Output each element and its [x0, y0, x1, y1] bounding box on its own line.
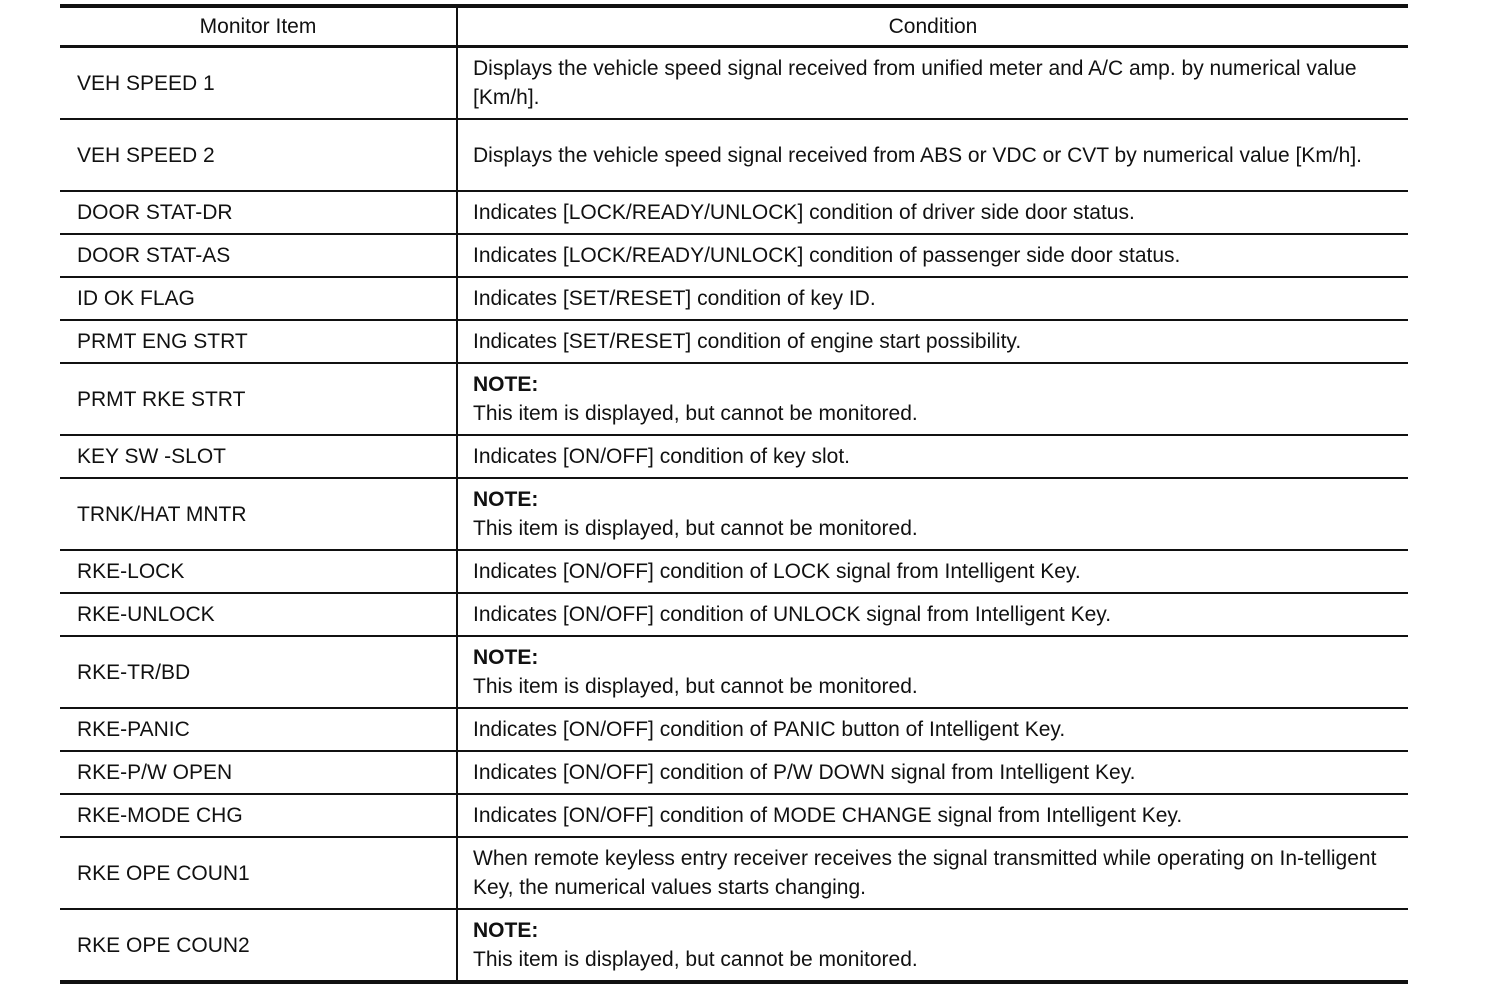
monitor-item-cell: PRMT ENG STRT — [60, 320, 457, 363]
condition-text: Indicates [ON/OFF] condition of key slot. — [473, 445, 850, 468]
monitor-item-cell: RKE-MODE CHG — [60, 794, 457, 837]
note-label: NOTE: — [473, 488, 539, 511]
condition-text: When remote keyless entry receiver receives the signal transmitted while operating on In-telligent Key, the numerical values starts changing. — [473, 847, 1377, 899]
table-row — [60, 794, 1408, 837]
note-label: NOTE: — [473, 373, 539, 396]
table-row — [60, 277, 1408, 320]
condition-text: Indicates [ON/OFF] condition of P/W DOWN signal from Intelligent Key. — [473, 761, 1136, 784]
condition-cell — [457, 708, 1408, 751]
table-body — [60, 47, 1408, 983]
condition-cell — [457, 909, 1408, 982]
monitor-item-cell: RKE OPE COUN2 — [60, 909, 457, 982]
note-label: NOTE: — [473, 919, 539, 942]
condition-cell — [457, 636, 1408, 708]
monitor-item-cell: VEH SPEED 2 — [60, 119, 457, 191]
condition-text: Displays the vehicle speed signal received from unified meter and A/C amp. by numerical value [Km/h]. — [473, 57, 1357, 109]
table-row — [60, 47, 1408, 120]
monitor-item-cell: RKE-UNLOCK — [60, 593, 457, 636]
condition-cell — [457, 363, 1408, 435]
condition-cell — [457, 837, 1408, 909]
condition-text: Displays the vehicle speed signal received from ABS or VDC or CVT by numerical value [Km/h]. — [473, 143, 1362, 167]
monitor-item-cell: DOOR STAT-DR — [60, 191, 457, 234]
table-row — [60, 234, 1408, 277]
monitor-item-cell: RKE OPE COUN1 — [60, 837, 457, 909]
table-row — [60, 435, 1408, 478]
condition-cell — [457, 435, 1408, 478]
table-row — [60, 320, 1408, 363]
monitor-item-cell: RKE-PANIC — [60, 708, 457, 751]
table-row — [60, 550, 1408, 593]
monitor-item-cell: TRNK/HAT MNTR — [60, 478, 457, 550]
table-row — [60, 191, 1408, 234]
table-row — [60, 363, 1408, 435]
condition-text: Indicates [LOCK/READY/UNLOCK] condition of passenger side door status. — [473, 244, 1181, 267]
note-label: NOTE: — [473, 646, 539, 669]
condition-text: Indicates [ON/OFF] condition of MODE CHANGE signal from Intelligent Key. — [473, 804, 1183, 827]
condition-text: Indicates [ON/OFF] condition of PANIC button of Intelligent Key. — [473, 718, 1066, 741]
table-header-row — [60, 6, 1408, 47]
monitor-item-cell: RKE-P/W OPEN — [60, 751, 457, 794]
condition-cell — [457, 47, 1408, 120]
condition-cell — [457, 320, 1408, 363]
table-row — [60, 119, 1408, 191]
table-row — [60, 909, 1408, 982]
condition-text: Indicates [SET/RESET] condition of key ID. — [473, 287, 876, 310]
column-header-monitor-item: Monitor Item — [60, 6, 457, 47]
monitor-item-table — [60, 4, 1408, 984]
table-row — [60, 751, 1408, 794]
monitor-item-cell: DOOR STAT-AS — [60, 234, 457, 277]
note-text: This item is displayed, but cannot be monitored. — [473, 948, 918, 971]
condition-cell — [457, 794, 1408, 837]
monitor-item-cell: RKE-LOCK — [60, 550, 457, 593]
table-row — [60, 636, 1408, 708]
condition-cell — [457, 478, 1408, 550]
monitor-item-table-container — [60, 4, 1408, 984]
monitor-item-cell: VEH SPEED 1 — [60, 47, 457, 120]
condition-cell — [457, 550, 1408, 593]
condition-cell — [457, 234, 1408, 277]
table-row — [60, 837, 1408, 909]
note-text: This item is displayed, but cannot be monitored. — [473, 517, 918, 540]
monitor-item-cell: ID OK FLAG — [60, 277, 457, 320]
condition-text: Indicates [LOCK/READY/UNLOCK] condition of driver side door status. — [473, 201, 1135, 224]
condition-text: Indicates [ON/OFF] condition of UNLOCK signal from Intelligent Key. — [473, 603, 1112, 626]
condition-cell — [457, 119, 1408, 191]
note-text: This item is displayed, but cannot be monitored. — [473, 402, 918, 425]
table-header — [60, 6, 1408, 47]
condition-text: Indicates [ON/OFF] condition of LOCK signal from Intelligent Key. — [473, 560, 1081, 583]
condition-cell — [457, 277, 1408, 320]
table-row — [60, 593, 1408, 636]
note-text: This item is displayed, but cannot be monitored. — [473, 675, 918, 698]
column-header-condition: Condition — [888, 15, 978, 38]
table-row — [60, 478, 1408, 550]
condition-text: Indicates [SET/RESET] condition of engine start possibility. — [473, 330, 1022, 353]
condition-cell — [457, 751, 1408, 794]
condition-cell — [457, 191, 1408, 234]
monitor-item-cell: PRMT RKE STRT — [60, 363, 457, 435]
condition-cell — [457, 593, 1408, 636]
table-row — [60, 708, 1408, 751]
monitor-item-cell: KEY SW -SLOT — [60, 435, 457, 478]
monitor-item-cell: RKE-TR/BD — [60, 636, 457, 708]
